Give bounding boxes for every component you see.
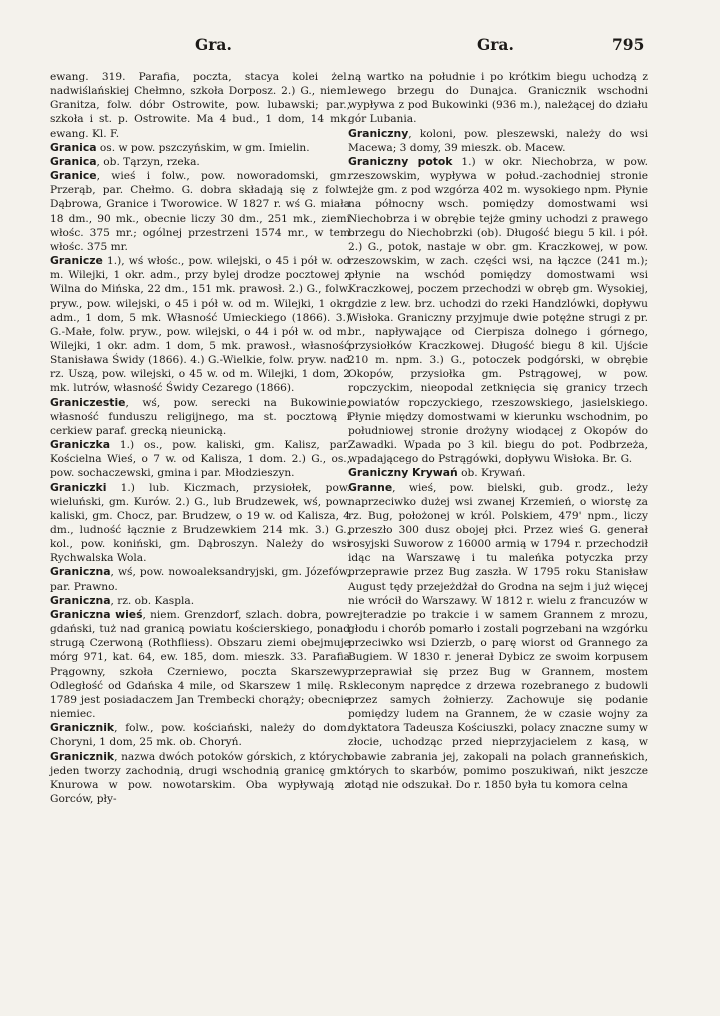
entry-text: ewang. 319. Parafia, poczta, stacya kolei żel. nadwiślańskiej Chełmno, szkoła Dorposz. 2.) G., niem. Granitza, folw. dóbr Ostrowite, pow. lubawski; par., szkoła i st. p. Ostrowite. Ma 4 bud., 1 dom, 14 mk. ewang. Kl. F. [50,71,350,140]
entry-text: ob. Krywań. [457,467,526,480]
entry-text: 1.) w okr. Niechobrza, w pow. rzeszowskim, wypływa w połud.-zachodniej stronie tejże gm. z pod wzgórza 402 m. wysokiego npm. Płynie na północny wsch. pomiędzy domostwami wsi Niechobrza i w obrębie tejże gminy uchodzi z prawego brzegu do Niechobrzki (ob). Długość biegu 5 kil. i pół. 2.) G., potok, nastaje w obr. gm. Kraczkowej, w pow. rzeszowskim, w zach. części wsi, na łączce (241 m.); płynie na wschód pomiędzy domostwami wsi Kraczkowej, poczem przechodzi w obręb gm. Wysokiej, gdzie z lew. brz. uchodzi do rzeki Handzlówki, dopływu Wisłoka. Graniczny przyjmuje dwie potężne strugi z pr. br., napływające od Cierpisza dolnego i górnego, przysiołków Kraczkowej. Długość biegu 8 kil. Ujście 210 m. npm. 3.) G., potoczek podgórski, w obrębie Okopów, przysiołka gm. Pstrągowej, w pow. ropczyckim, nieopodal zetknięcia się granicy trzech powiatów ropczyckiego, rzeszowskiego, jasielskiego. Płynie między domostwami w kierunku wschodnim, po południowej stronie drożyny wiodącej z Okopów do Zawadki. Wpada po 3 kil. biegu do pot. Podbrzeża, wpadającego do Pstrągówki, dopływu Wisłoka. Br. G. [348,155,649,466]
entry-text: , koloni, pow. pleszewski, należy do wsi Macewa; 3 domy, 39 mieszk. ob. Macew. [348,127,648,154]
entry [50,396,350,438]
entry [50,141,350,155]
entry [50,721,350,749]
entry-text: 1.), wś włośc., pow. wilejski, o 45 i pół w. od m. Wilejki, 1 okr. adm., przy bylej drodze pocztowej z Wilna do Mińska, 22 dm., 151 mk. prawosł. 2.) G., folw. pryw., pow. wilejski, o 45 i pół w. od m. Wilejki, 1 okr. adm., 1 dom, 5 mk. Własność Umieckiego (1866). 3.) G.-Małe, folw. pryw., pow. wilejski, o 44 i pół w. od m. Wilejki, 1 okr. adm. 1 dom, 5 mk. prawosł., własność Stanisława Świdy (1866). 4.) G.-Wielkie, folw. pryw. nad rz. Uszą, pow. wilejski, o 45 w. od m. Wilejki, 1 dom, 2 mk. lutrów, własność Świdy Cezarego (1866). [50,255,350,395]
left-column [50,70,350,806]
entry [50,155,350,169]
entry-headword: Graniczna wieś [50,607,143,621]
entry [50,565,350,593]
entry-headword: Graniczny potok [348,154,453,168]
entry-headword: Graniczna [50,565,111,579]
entry-text: , wś, pow. nowoaleksandryjski, gm. Józefów, par. Prawno. [50,566,350,593]
entry-headword: Granica [50,140,97,154]
entry-headword: Granicznik [50,721,115,735]
entry-text: , rz. ob. Kaspla. [110,594,195,607]
right-column [348,70,648,792]
entry [50,438,350,480]
entry-headword: Granica [50,154,97,168]
entry-headword: Granicze [50,254,103,268]
entry-text: ną wartko na południe i po krótkim biegu uchodzą z lewego brzegu do Dunajca. Granicznik wschodni wypływa z pod Bukowinki (936 m.), należącej do działu gór Lubania. [348,71,648,126]
running-header-left: Gra. [195,35,232,54]
entry [348,127,648,155]
entry [50,481,350,566]
entry-headword: Graniczestie [50,395,126,409]
entry-text: os. w pow. pszczyńskim, w gm. Imielin. [96,141,310,154]
entry [50,70,350,141]
entry-text: 1.) lub. Kiczmach, przysiołek, pow. wieluński, gm. Kurów. 2.) G., lub Brudzewek, wś, pow. kaliski, gm. Chocz, par. Brudzew, o 19 w. od Kalisza, 4 dm., ludność łącznie z Brudzewkiem 214 mk. 3.) G., kol., pow. koniński, gm. Dąbroszyn. Należy do wsi Rychwalska Wola. [50,481,350,565]
entry-text: , folw., pow. kościański, należy do dom. Choryni, 1 dom, 25 mk. ob. Choryń. [50,722,350,749]
entry-text: , wieś i folw., pow. noworadomski, gm. Przerąb, par. Chełmo. G. dobra składają się z folw. Dąbrowa, Granice i Tworowice. W 1827 r. wś G. miała 18 dm., 90 mk., obecnie liczy 30 dm., 251 mk., ziemi włośc. 375 mr.; ogólnej przestrzeni 1574 mr., w tem włośc. 375 mr. [50,170,350,253]
entry [50,608,350,721]
entry [50,254,350,396]
entry-text: , wś, pow. serecki na Bukowinie, własność funduszu religijnego, ma st. pocztową i cerkiew paraf. grecką nieunicką. [50,396,350,437]
entry [348,155,648,466]
entry [50,750,350,807]
entry-headword: Graniczna [50,593,111,607]
entry-text: , nazwa dwóch potoków górskich, z których jeden tworzy zachodnią, drugi wschodnią granicę gm. Knurowa w pow. nowotarskim. Oba wypływają z Gorców, pły- [50,750,350,805]
entry-headword: Graniczka [50,438,111,452]
page-number: 795 [612,35,645,54]
entry [50,594,350,608]
entry [50,169,350,254]
entry-headword: Graniczki [50,480,107,494]
entry-headword: Graniczny [348,126,409,140]
running-header-center: Gra. [477,35,514,54]
entry [348,481,648,792]
entry-text: , wieś, pow. bielski, gub. grodz., leży naprzeciwko dużej wsi zwanej Krzemień, o wiorstę za rz. Bug, położonej w król. Polskiem, 479' npm., liczy przeszło 300 dusz obojej płci. Przez wieś G. generał rosyjski Suworow z 16000 armią w 1794 r. przechodził idąc na Warszawę i tu maleńka potyczka przy przeprawie przez Bug zaszła. W 1795 roku Stanisław August tędy przejeżdżał do Grodna na sejm i już więcej nie wrócił do Warszawy. W 1812 r. wielu z francuzów w rejteradzie po trakcie i w samem Grannem z mrozu, głodu i chorób pomarło i zostali pogrzebani na wzgórku przeciwko wsi Dzierzb, o parę wiorst od Grannego za Bugiem. W 1830 r. jenerał Dybicz ze swoim korpusem przeprawiał się przez Bug w Grannem, mostem skleconym naprędce z drzewa rozebranego z budowli przez samych żołnierzy. Zachowuje się podanie pomiędzy ludem na Grannem, że w czasie wojny za dyktatora Tadeusza Kościuszki, polacy znaczne sumy w złocie, uchodząc przed nieprzyjacielem z kasą, w obawie zabrania jej, zakopali na polach granneńskich, których to skarbów, pomimo poszukiwań, nikt jeszcze dotąd nie odszukał. Do r. 1850 była tu komora celna [348,481,648,791]
entry-headword: Granice [50,169,97,183]
entry-text: 1.) os., pow. kaliski, gm. Kalisz, par. Kościelna Wieś, o 7 w. od Kalisza, 1 dom. 2.) G., os., pow. sochaczewski, gmina i par. Młodzieszyn. [50,439,350,480]
entry-headword: Graniczny Krywań [348,466,458,480]
entry [348,466,648,480]
entry-headword: Granne [348,480,393,494]
entry-headword: Granicznik [50,749,115,763]
entry [348,70,648,127]
entry-text: , niem. Grenzdorf, szlach. dobra, pow. gdański, tuż nad granicą powiatu kościerskiego, ponad strugą Czerwoną (Rothfliess). Obszaru ziemi obejmuje mórg 971, kat. 64, ew. 185, dom. mieszk. 33. Parafia Prągowny, szkoła Czerniewo, poczta Skarszewy. Odległość od Gdańska 4 mile, od Skarszew 1 milę. R. 1789 jest posiadaczem Jan Trembecki chorąży; obecnie niemiec. [50,608,350,721]
entry-text: , ob. Tąrzyn, rzeka. [96,155,200,168]
